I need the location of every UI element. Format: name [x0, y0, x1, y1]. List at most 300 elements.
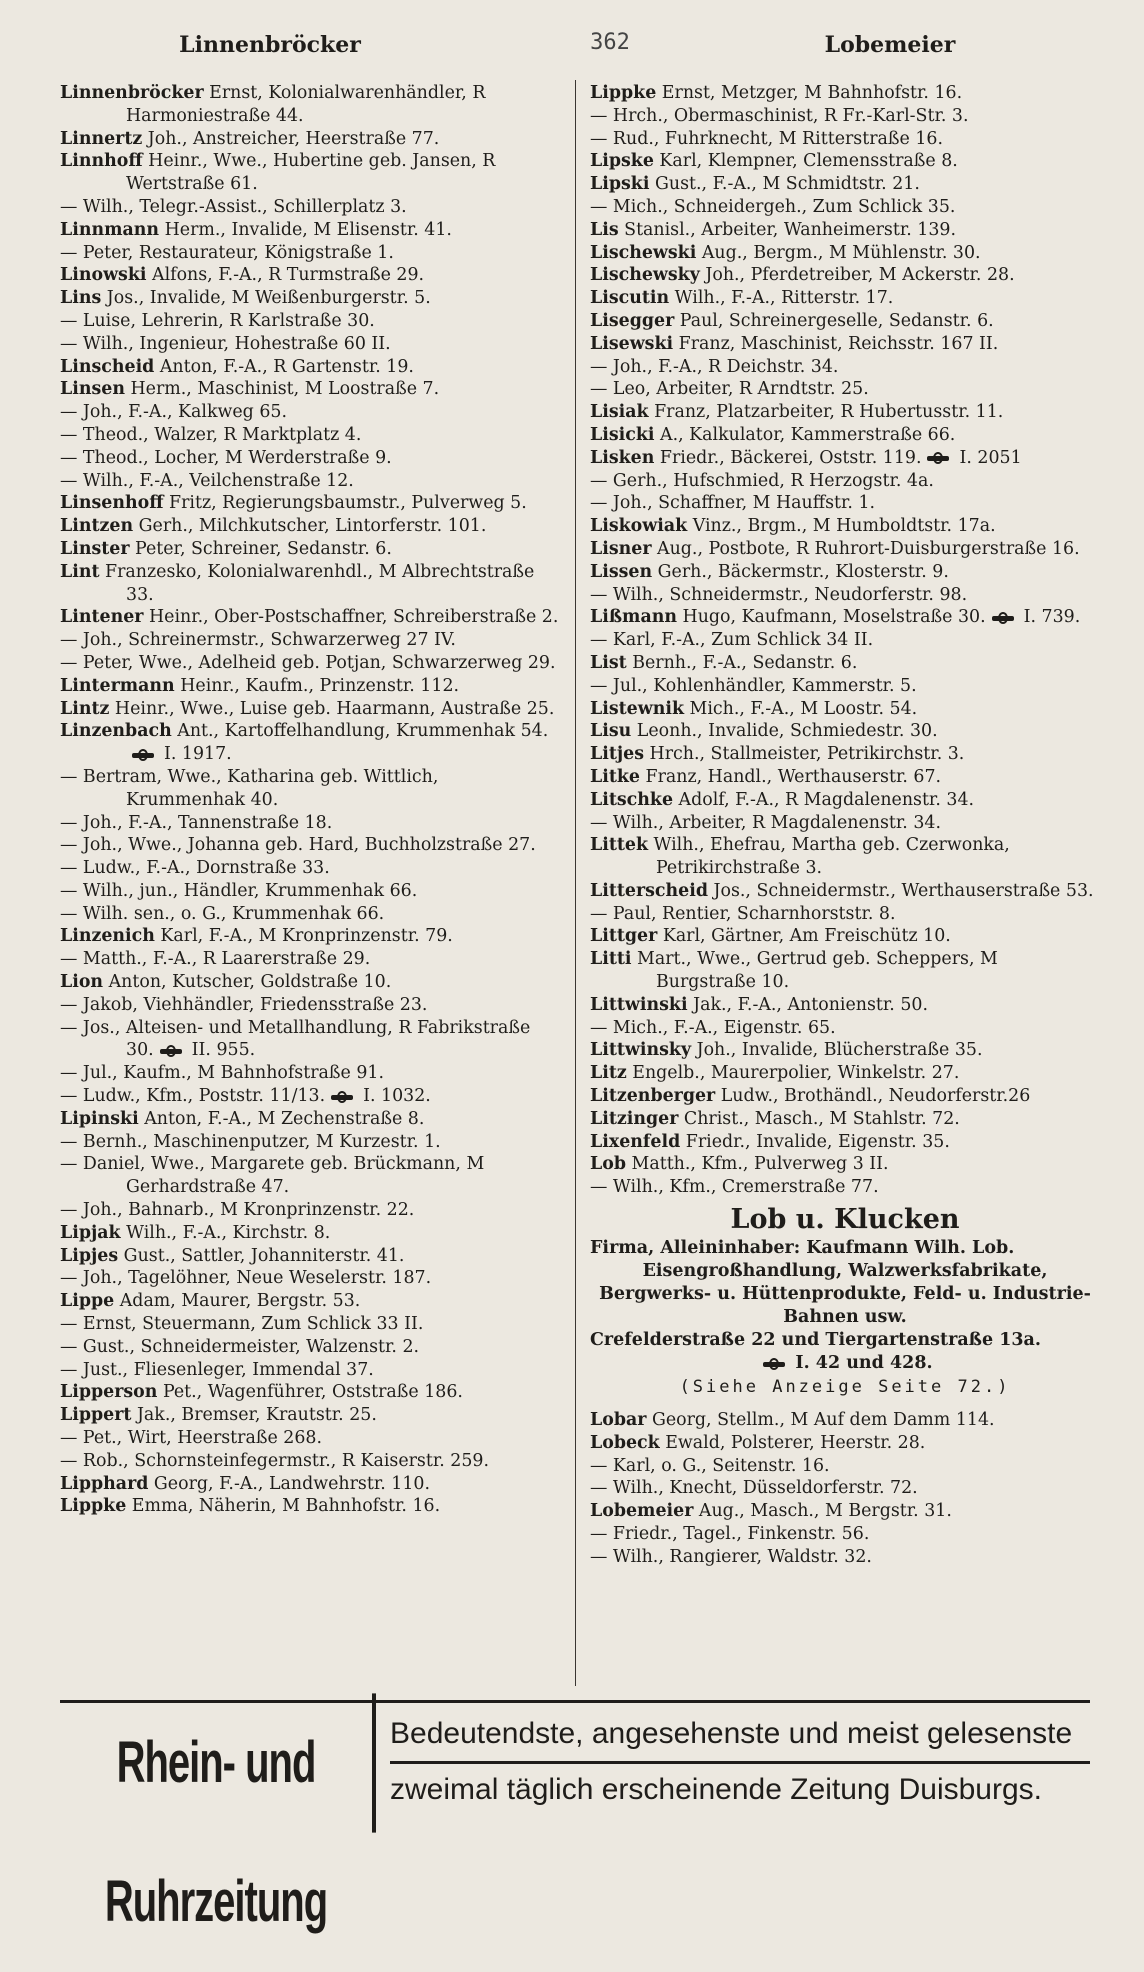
directory-entry [590, 1432, 1100, 1455]
entry-details: Georg, F.-A., Landwehrstr. 110. [148, 1473, 431, 1494]
directory-entry [60, 264, 560, 287]
advertisement [60, 1700, 1090, 1935]
entry-surname: Lippert [60, 1405, 132, 1426]
entry-details: Franz, Platzarbeiter, R Hubertusstr. 11. [648, 402, 1004, 423]
entry-details: Mich., F.-A., M Loostr. 54. [684, 698, 918, 719]
directory-entry [60, 766, 560, 812]
directory-entry [60, 1245, 560, 1268]
entry-details: Jak., Bremser, Krautstr. 25. [131, 1405, 377, 1426]
directory-entry [590, 834, 1100, 880]
directory-entry [590, 561, 1100, 584]
directory-entry [590, 629, 1100, 652]
directory-entry [590, 994, 1100, 1017]
ad-brand: Rhein- und Ruhrzeitung [60, 1693, 376, 1832]
directory-entry [590, 1500, 1100, 1523]
directory-entry [590, 1523, 1100, 1546]
directory-entry [590, 470, 1100, 493]
entry-details: Gerh., Milchkutscher, Lintorferstr. 101. [133, 516, 487, 537]
entry-surname: Lipske [590, 151, 654, 172]
entry-details: Heinr., Wwe., Hubertine geb. Jansen, R Wertstraße 61. [126, 151, 496, 195]
entry-details: Mart., Wwe., Gertrud geb. Scheppers, M Burgstraße 10. [631, 949, 998, 993]
entry-surname: List [590, 652, 627, 673]
directory-entry [590, 1017, 1100, 1040]
entry-surname: Litti [590, 949, 632, 970]
firm-note: (Siehe Anzeige Seite 72.) [679, 1377, 1011, 1398]
entry-surname: Litschke [590, 789, 674, 810]
directory-entry [60, 470, 560, 493]
directory-entry [590, 287, 1100, 310]
entry-details: Franzesko, Kolonialwarenhdl., M Albrechtstraße 33. [99, 561, 535, 605]
directory-entry [590, 720, 1100, 743]
entry-details: Hrch., Stallmeister, Petrikirchstr. 3. [644, 744, 965, 765]
directory-entry [60, 196, 560, 219]
directory-entry [60, 424, 560, 447]
entry-surname: Lobeck [590, 1432, 660, 1453]
entry-details: — Theod., Walzer, R Marktplatz 4. [60, 424, 362, 445]
directory-entry [590, 1131, 1100, 1154]
entry-surname: Linzenbach [60, 721, 172, 742]
entry-surname: Lisicki [590, 424, 655, 445]
directory-entry [60, 219, 560, 242]
entry-surname: Linnenbröcker [60, 83, 204, 103]
directory-entry [60, 1290, 560, 1313]
directory-entry [60, 333, 560, 356]
header-right: Lobemeier [824, 32, 956, 58]
entry-details: Fritz, Regierungsbaumstr., Pulverweg 5. [163, 493, 527, 514]
entry-details: — Joh., F.-A., Tannenstraße 18. [60, 812, 333, 833]
entry-surname: Lisken [590, 447, 655, 468]
entry-surname: Listewnik [590, 698, 684, 719]
entry-details: — Ludw., Kfm., Poststr. 11/13. [60, 1086, 326, 1107]
entry-details: Jak., F.-A., Antonienstr. 50. [687, 994, 928, 1015]
entry-details: — Gust., Schneidermeister, Walzenstr. 2. [60, 1336, 420, 1357]
entry-surname: Linnertz [60, 128, 143, 149]
entry-details: — Joh., Schaffner, M Hauffstr. 1. [590, 493, 876, 514]
entry-surname: Lißmann [590, 607, 678, 628]
entry-details: Herm., Maschinist, M Loostraße 7. [124, 379, 440, 400]
directory-entry [590, 128, 1100, 151]
entry-surname: Lobemeier [590, 1501, 694, 1522]
directory-entry [60, 720, 560, 766]
entry-surname: Littger [590, 926, 658, 947]
directory-entry [590, 1477, 1100, 1500]
entry-details: Karl, Klempner, Clemensstraße 8. [653, 151, 958, 172]
entry-details: Bernh., F.-A., Sedanstr. 6. [626, 652, 858, 673]
directory-entry [590, 447, 1100, 470]
directory-entry [60, 1495, 560, 1518]
entry-details: — Matth., F.-A., R Laarerstraße 29. [60, 949, 371, 970]
entry-phone: I. 1917. [164, 744, 232, 765]
directory-entry [60, 1017, 560, 1063]
telephone-icon [160, 1045, 186, 1057]
entry-details: — Wilh., Rangierer, Waldstr. 32. [590, 1546, 872, 1567]
directory-entry [590, 880, 1100, 903]
directory-entry [590, 1085, 1100, 1108]
entry-details: Matth., Kfm., Pulverweg 3 II. [626, 1154, 889, 1175]
directory-entry [590, 310, 1100, 333]
entry-surname: Lintener [60, 607, 144, 628]
entry-surname: Lob [590, 1154, 626, 1175]
directory-entry [590, 1455, 1100, 1478]
entry-surname: Linnhoff [60, 151, 143, 172]
entry-surname: Lixenfeld [590, 1131, 681, 1152]
entry-details: Wilh., F.-A., Ritterstr. 17. [669, 288, 894, 309]
directory-entry [590, 698, 1100, 721]
entry-details: — Ernst, Steuermann, Zum Schlick 33 II. [60, 1314, 424, 1335]
entry-details: Ewald, Polsterer, Heerstr. 28. [659, 1432, 926, 1453]
directory-entry [590, 812, 1100, 835]
entry-details: — Peter, Wwe., Adelheid geb. Potjan, Schwarzerweg 29. [60, 652, 556, 673]
entry-details: Adam, Maurer, Bergstr. 53. [114, 1291, 361, 1312]
directory-entry [60, 812, 560, 835]
right-entries [590, 82, 1100, 1199]
entry-details: Joh., Invalide, Blücherstraße 35. [691, 1040, 983, 1061]
entry-details: — Gerh., Hufschmied, R Herzogstr. 4a. [590, 470, 934, 491]
entry-surname: Linnmann [60, 219, 160, 240]
directory-entry [60, 903, 560, 926]
directory-entry [60, 1473, 560, 1496]
directory-entry [60, 606, 560, 629]
entry-surname: Linsenhoff [60, 493, 164, 514]
directory-entry [60, 834, 560, 857]
entry-details: — Wilh., Telegr.-Assist., Schillerplatz 3. [60, 196, 407, 217]
entry-details: — Ludw., F.-A., Dornstraße 33. [60, 858, 330, 879]
directory-entry [60, 1381, 560, 1404]
directory-entry [590, 538, 1100, 561]
telephone-icon [992, 612, 1018, 624]
directory-entry [60, 378, 560, 401]
directory-entry [60, 880, 560, 903]
entry-details: A., Kalkulator, Kammerstraße 66. [654, 424, 956, 445]
directory-entry [590, 948, 1100, 994]
page-number: 362 [590, 30, 630, 55]
directory-entry [590, 424, 1100, 447]
entry-details: Gerh., Bäckermstr., Klosterstr. 9. [652, 561, 949, 582]
telephone-icon [763, 1358, 789, 1370]
directory-entry [60, 971, 560, 994]
directory-entry [60, 948, 560, 971]
entry-surname: Linowski [60, 265, 147, 286]
entry-surname: Linsen [60, 379, 125, 400]
entry-details: — Joh., Wwe., Johanna geb. Hard, Buchholzstraße 27. [60, 835, 536, 856]
entry-details: — Wilh., jun., Händler, Krummenhak 66. [60, 880, 418, 901]
entry-details: Stanisl., Arbeiter, Wanheimerstr. 139. [618, 219, 957, 240]
firm-owner: Firma, Alleininhaber: Kaufmann Wilh. Lob. [590, 1238, 1015, 1259]
directory-entry [590, 1176, 1100, 1199]
directory-entry [60, 698, 560, 721]
entry-details: — Theod., Locher, M Werderstraße 9. [60, 447, 392, 468]
entry-details: — Jakob, Viehhändler, Friedensstraße 23. [60, 994, 428, 1015]
left-column [60, 82, 560, 1688]
entry-details: — Bernh., Maschinenputzer, M Kurzestr. 1. [60, 1131, 441, 1152]
entry-surname: Lipski [590, 174, 650, 195]
directory-entry [60, 1085, 560, 1108]
firm-block [590, 1203, 1100, 1399]
directory-entry [60, 1359, 560, 1382]
entry-details: Heinr., Ober-Postschaffner, Schreiberstraße 2. [143, 607, 559, 628]
entry-surname: Lipinski [60, 1108, 139, 1129]
entry-details: Karl, Gärtner, Am Freischütz 10. [657, 926, 951, 947]
entry-surname: Lisegger [590, 310, 675, 331]
directory-entry [60, 492, 560, 515]
entry-surname: Linster [60, 538, 130, 559]
entry-details: Leonh., Invalide, Schmiedestr. 30. [631, 721, 938, 742]
entry-surname: Lippe [60, 1291, 115, 1312]
entry-details: — Wilh., F.-A., Veilchenstraße 12. [60, 470, 354, 491]
firm-address: Crefelderstraße 22 und Tiergartenstraße 13a. [590, 1330, 1041, 1351]
directory-entry [60, 629, 560, 652]
entry-surname: Litz [590, 1063, 627, 1084]
entry-surname: Litjes [590, 744, 645, 765]
directory-entry [60, 538, 560, 561]
entry-details: Friedr., Invalide, Eigenstr. 35. [680, 1131, 950, 1152]
directory-entry [60, 1267, 560, 1290]
directory-entry [590, 766, 1100, 789]
directory-entry [590, 264, 1100, 287]
entry-details: Paul, Schreinergeselle, Sedanstr. 6. [674, 310, 994, 331]
entry-details: — Joh., Tagelöhner, Neue Weselerstr. 187. [60, 1268, 432, 1289]
directory-entry [60, 150, 560, 196]
entry-surname: Littek [590, 835, 649, 856]
entry-surname: Lintzen [60, 516, 134, 537]
entry-surname: Lissen [590, 561, 653, 582]
entry-details: Aug., Postbote, R Ruhrort-Duisburgerstraße 16. [651, 538, 1080, 559]
entry-details: Pet., Wagenführer, Oststraße 186. [157, 1382, 463, 1403]
directory-entry [590, 903, 1100, 926]
entry-details: — Rob., Schornsteinfegermstr., R Kaiserstr. 259. [60, 1450, 490, 1471]
directory-entry [60, 1062, 560, 1085]
directory-entry [590, 606, 1100, 629]
directory-entry [60, 1336, 560, 1359]
entry-details: Jos., Schneidermstr., Werthauserstraße 53. [707, 880, 1094, 901]
directory-entry [590, 173, 1100, 196]
entry-surname: Lint [60, 561, 100, 582]
entry-surname: Lischewsky [590, 265, 700, 286]
entry-details: Gust., F.-A., M Schmidtstr. 21. [649, 174, 920, 195]
entry-details: Friedr., Bäckerei, Oststr. 119. [654, 447, 922, 468]
ad-line-1: Bedeutendste, angesehenste und meist gelesenste [390, 1717, 1073, 1750]
directory-entry [590, 356, 1100, 379]
directory-entry [590, 196, 1100, 219]
entry-details: — Joh., Bahnarb., M Kronprinzenstr. 22. [60, 1200, 415, 1221]
directory-entry [590, 150, 1100, 173]
entry-details: Aug., Masch., M Bergstr. 31. [693, 1501, 952, 1522]
entry-details: Christ., Masch., M Stahlstr. 72. [678, 1108, 960, 1129]
entry-surname: Litzinger [590, 1108, 679, 1129]
ad-line-2: zweimal täglich erscheinende Zeitung Duisburgs. [390, 1773, 1043, 1806]
entry-details: Peter, Schreiner, Sedanstr. 6. [129, 538, 392, 559]
entry-details: Ludw., Brothändl., Neudorferstr.26 [715, 1086, 1031, 1107]
entry-details: Ant., Kartoffelhandlung, Krummenhak 54. [171, 721, 549, 742]
entry-details: — Mich., F.-A., Eigenstr. 65. [590, 1017, 836, 1038]
entry-details: — Daniel, Wwe., Margarete geb. Brückmann, M Gerhardstraße 47. [60, 1154, 485, 1198]
directory-entry [590, 1153, 1100, 1176]
entry-phone: I. 2051 [959, 447, 1022, 468]
directory-entry [60, 925, 560, 948]
directory-entry [590, 401, 1100, 424]
entry-details: — Friedr., Tagel., Finkenstr. 56. [590, 1524, 870, 1545]
directory-entry [590, 242, 1100, 265]
right-entries-after [590, 1409, 1100, 1569]
entry-surname: Litterscheid [590, 880, 708, 901]
directory-entry [60, 1450, 560, 1473]
entry-details: Wilh., Ehefrau, Martha geb. Czerwonka, Petrikirchstraße 3. [648, 835, 1010, 879]
entry-details: — Just., Fliesenleger, Immendal 37. [60, 1359, 374, 1380]
entry-details: — Wilh., Schneidermstr., Neudorferstr. 98. [590, 584, 968, 605]
entry-surname: Littwinski [590, 994, 688, 1015]
firm-products: Eisengroßhandlung, Walzwerksfabrikate, Bergwerks- u. Hüttenprodukte, Feld- u. Industrie-Bahnen usw. [599, 1261, 1091, 1328]
entry-details: Heinr., Kaufm., Prinzenstr. 112. [174, 675, 460, 696]
directory-entry [60, 1153, 560, 1199]
entry-details: — Paul, Rentier, Scharnhorststr. 8. [590, 903, 896, 924]
directory-entry [590, 333, 1100, 356]
directory-entry [590, 1409, 1100, 1432]
directory-entry [60, 1427, 560, 1450]
directory-entry [60, 1313, 560, 1336]
directory-entry [60, 1108, 560, 1131]
entry-surname: Lipphard [60, 1473, 149, 1494]
firm-phone-line [590, 1352, 1100, 1375]
entry-details: Alfons, F.-A., R Turmstraße 29. [146, 265, 425, 286]
entry-details: Anton, Kutscher, Goldstraße 10. [103, 972, 392, 993]
directory-entry [590, 515, 1100, 538]
entry-details: — Joh., F.-A., Kalkweg 65. [60, 402, 288, 423]
directory-entry [60, 82, 560, 128]
entry-details: Ernst, Kolonialwarenhändler, R Harmoniestraße 44. [126, 83, 486, 126]
entry-phone: II. 955. [191, 1040, 256, 1061]
telephone-icon [132, 749, 158, 761]
entry-surname: Linzenich [60, 926, 155, 947]
entry-details: Joh., Anstreicher, Heerstraße 77. [142, 128, 440, 149]
directory-entry [60, 310, 560, 333]
entry-details: — Mich., Schneidergeh., Zum Schlick 35. [590, 196, 956, 217]
directory-entry [590, 1108, 1100, 1131]
firm-phone: I. 42 und 428. [795, 1353, 933, 1374]
header-left: Linnenbröcker [179, 32, 361, 58]
directory-entry [590, 1062, 1100, 1085]
entry-surname: Lippke [590, 83, 657, 103]
entry-details: — Hrch., Obermaschinist, R Fr.-Karl-Str. 3. [590, 105, 969, 126]
directory-entry [60, 447, 560, 470]
entry-surname: Litke [590, 766, 640, 787]
directory-entry [60, 857, 560, 880]
directory-entry [590, 789, 1100, 812]
entry-details: — Karl, o. G., Seitenstr. 16. [590, 1455, 830, 1476]
directory-entry [60, 1404, 560, 1427]
entry-details: Karl, F.-A., M Kronprinzenstr. 79. [154, 926, 453, 947]
entry-details: Vinz., Brgm., M Humboldtstr. 17a. [687, 516, 996, 537]
directory-entry [590, 1546, 1100, 1569]
directory-entry [590, 652, 1100, 675]
directory-entry [60, 994, 560, 1017]
entry-surname: Litzenberger [590, 1086, 716, 1107]
directory-entry [60, 356, 560, 379]
entry-details: — Wilh., Kfm., Cremerstraße 77. [590, 1177, 879, 1198]
entry-details: Heinr., Wwe., Luise geb. Haarmann, Austraße 25. [109, 698, 555, 719]
entry-details: Gust., Sattler, Johanniterstr. 41. [118, 1245, 405, 1266]
entry-details: — Leo, Arbeiter, R Arndtstr. 25. [590, 379, 869, 400]
entry-details: — Rud., Fuhrknecht, M Ritterstraße 16. [590, 128, 943, 149]
entry-details: Anton, F.-A., M Zechenstraße 8. [138, 1108, 425, 1129]
directory-entry [60, 515, 560, 538]
entry-surname: Lins [60, 288, 102, 309]
entry-details: Joh., Pferdetreiber, M Ackerstr. 28. [699, 265, 1015, 286]
directory-entry [60, 287, 560, 310]
entry-surname: Lisewski [590, 333, 674, 354]
entry-details: Georg, Stellm., M Auf dem Damm 114. [646, 1410, 995, 1431]
firm-title: Lob u. Klucken [730, 1204, 960, 1236]
directory-entry [590, 743, 1100, 766]
entry-details: — Wilh., Knecht, Düsseldorferstr. 72. [590, 1478, 918, 1499]
entry-surname: Lisner [590, 538, 652, 559]
entry-details: — Wilh., Ingenieur, Hohestraße 60 II. [60, 333, 391, 354]
entry-details: Aug., Bergm., M Mühlenstr. 30. [696, 242, 981, 263]
directory-entry [590, 82, 1100, 105]
telephone-icon [927, 452, 953, 464]
entry-surname: Liskowiak [590, 516, 688, 537]
ad-rule [390, 1761, 1090, 1764]
entry-phone: I. 739. [1023, 607, 1081, 628]
directory-entry [60, 1131, 560, 1154]
directory-entry [60, 128, 560, 151]
entry-details: — Peter, Restaurateur, Königstraße 1. [60, 242, 394, 263]
directory-entry [590, 1039, 1100, 1062]
entry-details: — Karl, F.-A., Zum Schlick 34 II. [590, 630, 874, 651]
entry-surname: Lintz [60, 698, 110, 719]
directory-entry [60, 242, 560, 265]
entry-surname: Lischewski [590, 242, 697, 263]
entry-details: Emma, Näherin, M Bahnhofstr. 16. [126, 1496, 441, 1517]
entry-phone: I. 1032. [363, 1086, 431, 1107]
right-column [590, 82, 1100, 1688]
directory-entry [60, 1222, 560, 1245]
entry-surname: Lipjes [60, 1245, 119, 1266]
entry-details: — Joh., F.-A., R Deichstr. 34. [590, 356, 839, 377]
entry-details: — Jul., Kaufm., M Bahnhofstraße 91. [60, 1063, 384, 1084]
entry-surname: Lippke [60, 1496, 127, 1517]
entry-details: Adolf, F.-A., R Magdalenenstr. 34. [673, 789, 975, 810]
entry-surname: Lis [590, 219, 619, 240]
entry-details: Herm., Invalide, M Elisenstr. 41. [159, 219, 452, 240]
entry-details: — Luise, Lehrerin, R Karlstraße 30. [60, 310, 375, 331]
directory-entry [60, 652, 560, 675]
entry-details: — Jos., Alteisen- und Metallhandlung, R Fabrikstraße 30. [60, 1017, 531, 1061]
entry-details: — Bertram, Wwe., Katharina geb. Wittlich, Krummenhak 40. [60, 766, 439, 810]
entry-details: Hugo, Kaufmann, Moselstraße 30. [677, 607, 986, 628]
directory-entry [590, 584, 1100, 607]
entry-details: — Jul., Kohlenhändler, Kammerstr. 5. [590, 675, 917, 696]
entry-details: Wilh., F.-A., Kirchstr. 8. [120, 1222, 331, 1243]
entry-surname: Lintermann [60, 675, 175, 696]
entry-surname: Lobar [590, 1410, 647, 1431]
directory-entry [590, 378, 1100, 401]
entry-surname: Lion [60, 972, 104, 993]
directory-entry [590, 105, 1100, 128]
entry-details: — Joh., Schreinermstr., Schwarzerweg 27 IV. [60, 630, 456, 651]
directory-entry [60, 561, 560, 607]
directory-entry [590, 219, 1100, 242]
entry-surname: Lisu [590, 721, 632, 742]
directory-entry [60, 1199, 560, 1222]
entry-surname: Linscheid [60, 356, 155, 377]
entry-surname: Littwinsky [590, 1040, 692, 1061]
entry-details: Franz, Handl., Werthauserstr. 67. [639, 766, 942, 787]
entry-details: Jos., Invalide, M Weißenburgerstr. 5. [101, 288, 431, 309]
entry-details: Ernst, Metzger, M Bahnhofstr. 16. [656, 83, 963, 103]
entry-surname: Liscutin [590, 288, 670, 309]
directory-entry [60, 401, 560, 424]
page-header [60, 28, 1090, 64]
